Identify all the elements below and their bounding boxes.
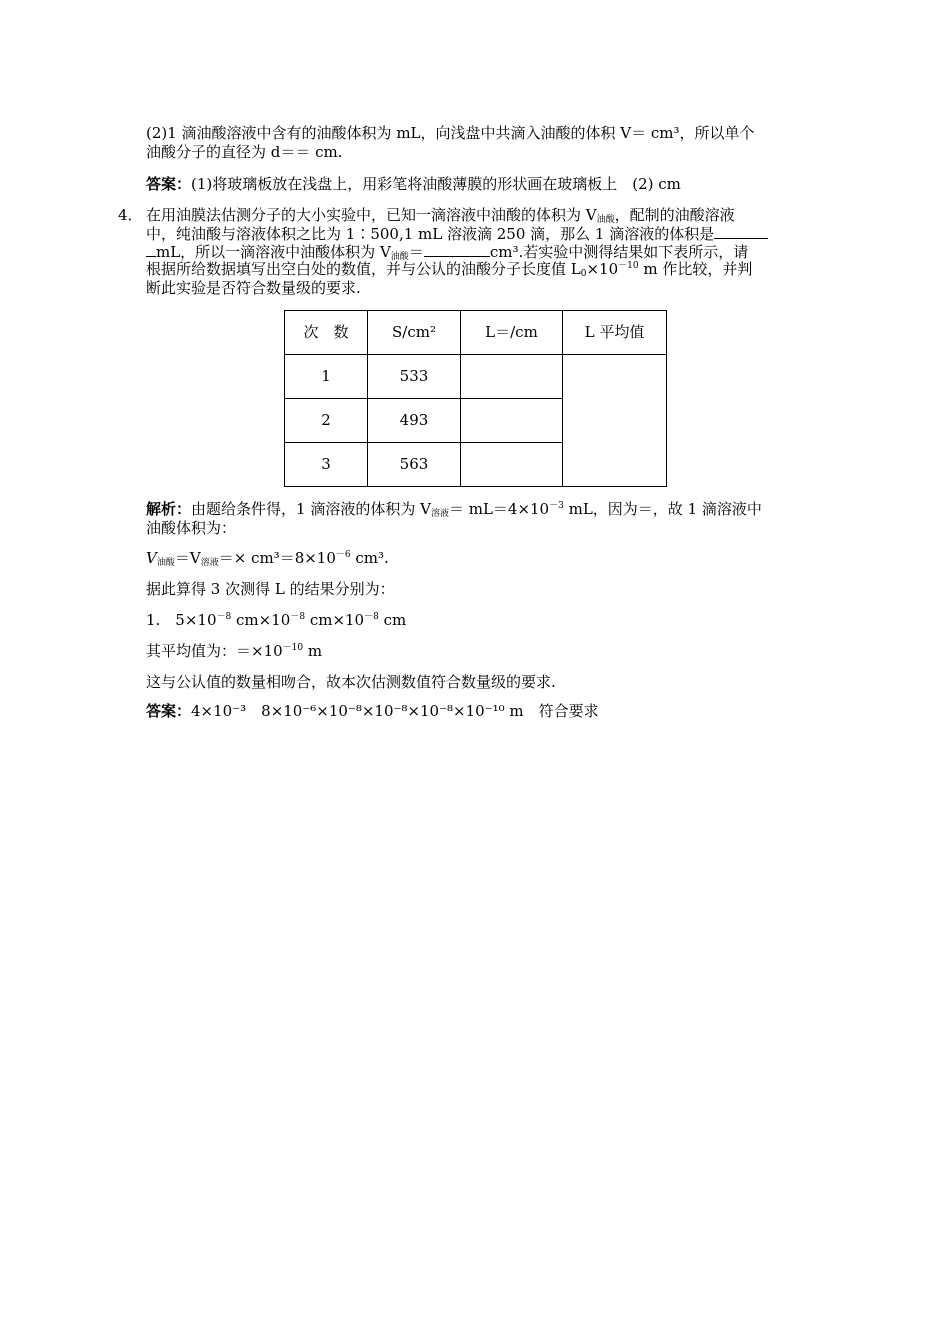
table-header: S/cm² (368, 311, 461, 355)
table-cell: 2 (285, 399, 368, 443)
q3-part2-line1: (2)1 滴油酸溶液中含有的油酸体积为 mL，向浅盘中共滴入油酸的体积 V＝ cm³，所以单个 (146, 124, 755, 142)
analysis-line6: 其平均值为：$=\times 10^{-10}$ m (146, 642, 323, 660)
table-cell-empty (461, 355, 563, 399)
answer-blank (714, 224, 768, 239)
table-cell-empty (461, 399, 563, 443)
table-cell: 1 (285, 355, 368, 399)
analysis-line4: 据此算得 3 次测得 L 的结果分别为： (146, 580, 395, 598)
table-header: L 平均值 (563, 311, 667, 355)
q4-line1: 在用油膜法估测分子的大小实验中，已知一滴溶液中油酸的体积为 $V_{油酸}$，配制的油酸溶液 (146, 206, 735, 225)
analysis-label: 解析： (146, 500, 192, 518)
analysis-line7: 这与公认值的数量相吻合，故本次估测数值符合数量级的要求. (146, 673, 556, 691)
table-cell: 533 (368, 355, 461, 399)
answer-text: 4×10⁻³ 8×10⁻⁶×10⁻⁸×10⁻⁸×10⁻⁸×10⁻¹⁰ m 符合要求 (191, 702, 599, 720)
analysis-line5: 1. $5\times 10^{-8}$ $cm\times 10^{-8}$ $cm\times 10^{-8}$ cm (146, 611, 407, 629)
question-number: 4． (118, 206, 143, 224)
table-cell: 493 (368, 399, 461, 443)
q4-line2: 中，纯油酸与溶液体积之比为 1∶500,1 mL 溶液滴 250 滴，那么 1 滴溶液的体积是 (146, 224, 768, 244)
q3-part2-line2: 油酸分子的直径为 d＝＝ cm. (146, 143, 343, 161)
table-cell-average (563, 355, 667, 487)
table-header: 次 数 (285, 311, 368, 355)
final-answer (146, 702, 599, 721)
answer-blank (146, 242, 156, 257)
table-cell-empty (461, 443, 563, 487)
analysis-line1: 解析：由题给条件得，1 滴溶液的体积为 $V_{溶液}= mL=4\times 10^{-3}$ mL，因为＝，故 1 滴溶液中 (146, 500, 762, 519)
table-header-row (285, 311, 667, 355)
q4-line3: mL，所以一滴溶液中油酸体积为 $V_{油酸}= cm^3$.若实验中测得结果如下表所示，请 (146, 242, 748, 262)
table-header: L＝/cm (461, 311, 563, 355)
table-cell: 563 (368, 443, 461, 487)
answer-text: (1)将玻璃板放在浅盘上，用彩笔将油酸薄膜的形状画在玻璃板上 (2) cm (191, 175, 681, 193)
q4-line5: 断此实验是否符合数量级的要求. (146, 279, 361, 297)
answer-blank (424, 242, 490, 257)
q4-line4: 根据所给数据填写出空白处的数值，并与公认的油酸分子长度值 $L_0\times 10^{-10}$ m 作比较，并判 (146, 260, 753, 279)
answer-label: 答案： (146, 702, 192, 720)
q3-answer (146, 175, 681, 194)
table-row (285, 355, 667, 399)
data-table (284, 310, 667, 487)
table-cell: 3 (285, 443, 368, 487)
analysis-line2: 油酸体积为： (146, 519, 237, 537)
answer-label: 答案： (146, 175, 192, 193)
analysis-line3: $V_{油酸}=V_{溶液}=\times cm^3=8\times 10^{-6}$ cm³. (146, 549, 389, 568)
